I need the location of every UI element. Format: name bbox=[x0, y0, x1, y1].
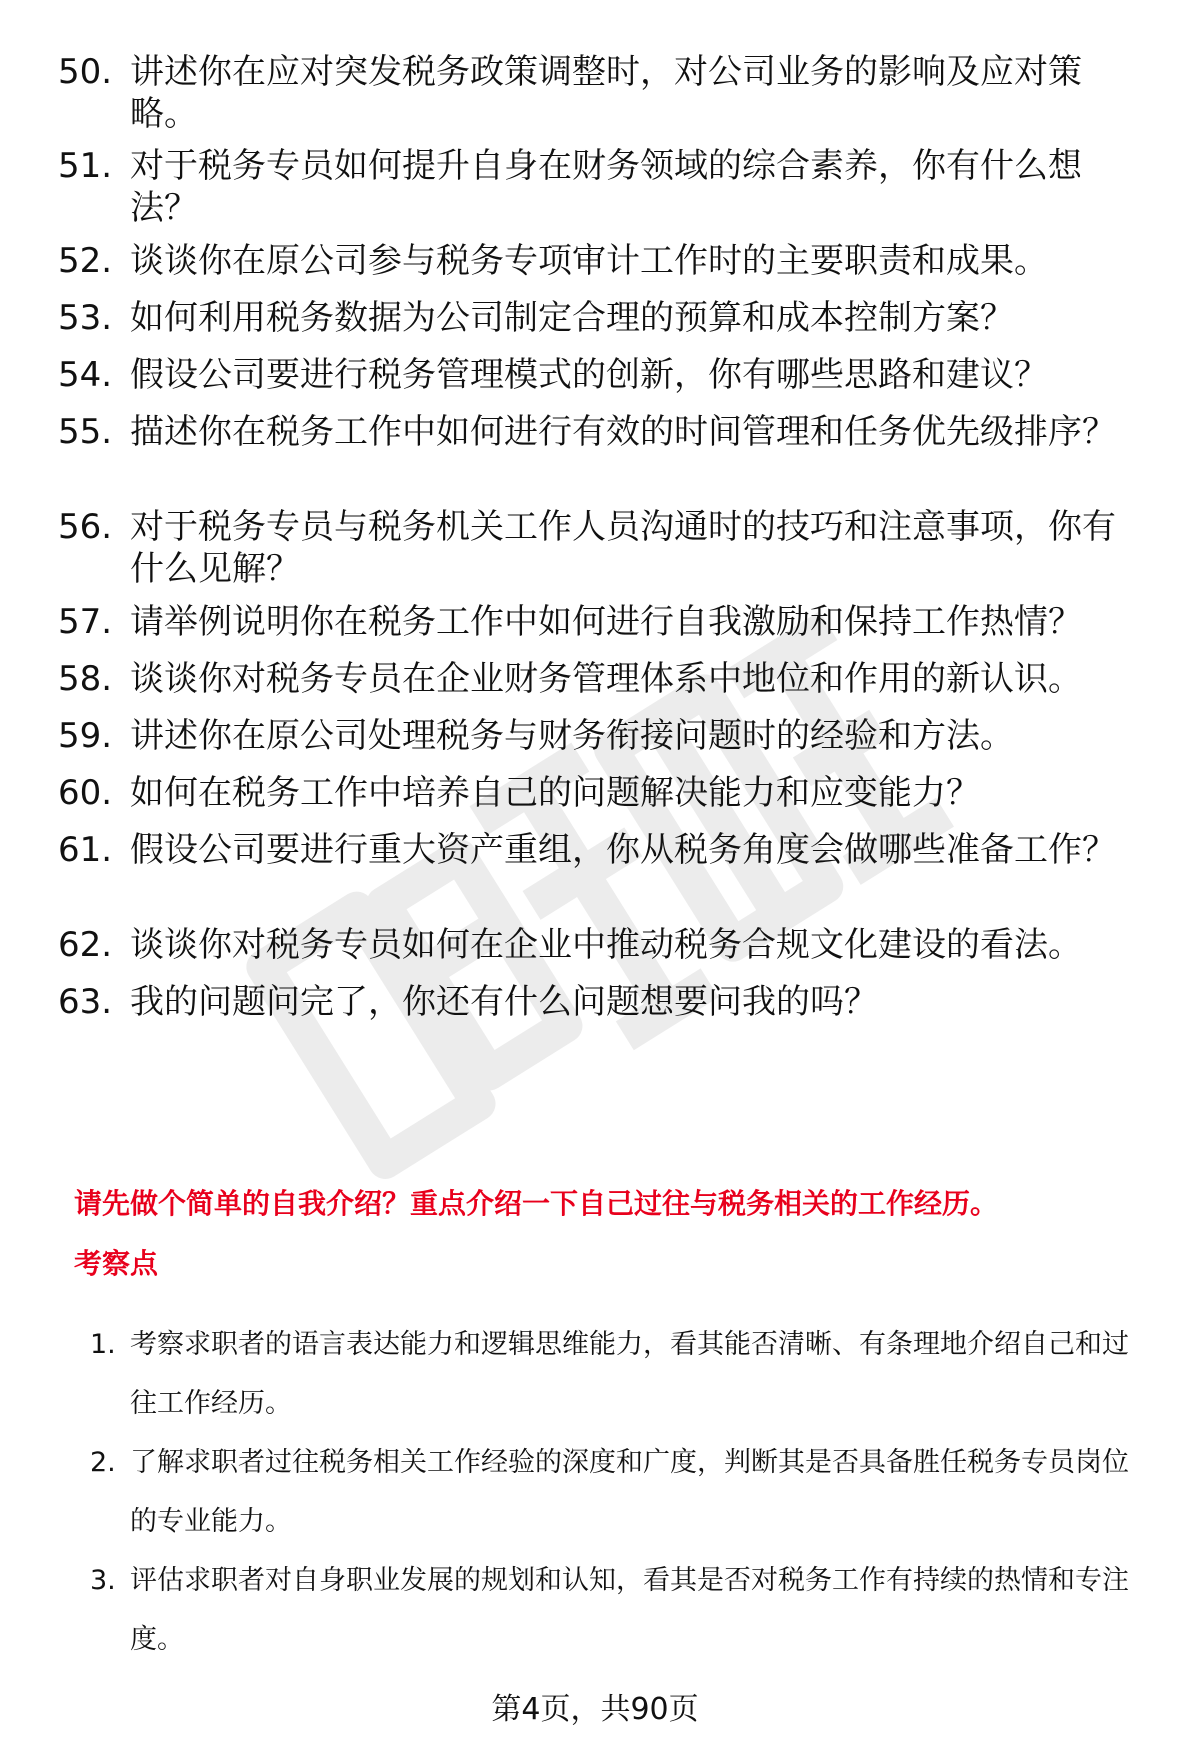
question-item bbox=[58, 51, 1148, 135]
question-number: 51. bbox=[58, 146, 113, 186]
question-item bbox=[58, 297, 1148, 339]
question-number: 53. bbox=[58, 298, 113, 338]
question-item bbox=[58, 240, 1148, 282]
question-number: 61. bbox=[58, 830, 113, 870]
watermark-logo bbox=[230, 560, 990, 1200]
point-number: 1. bbox=[90, 1329, 116, 1360]
question-item bbox=[58, 601, 1148, 643]
question-text: 对于税务专员与税务机关工作人员沟通时的技巧和注意事项，你有什么见解？ bbox=[130, 507, 1116, 589]
question-item bbox=[58, 145, 1148, 229]
point-text: 考察求职者的语言表达能力和逻辑思维能力，看其能否清晰、有条理地介绍自己和过往工作经历。 bbox=[130, 1329, 1129, 1419]
point-text: 了解求职者过往税务相关工作经验的深度和广度，判断其是否具备胜任税务专员岗位的专业能力。 bbox=[130, 1447, 1129, 1537]
question-text: 如何在税务工作中培养自己的问题解决能力和应变能力？ bbox=[130, 773, 980, 813]
point-number: 3. bbox=[90, 1565, 116, 1596]
point-item bbox=[90, 1315, 1150, 1433]
question-number: 60. bbox=[58, 773, 113, 813]
point-text: 评估求职者对自身职业发展的规划和认知，看其是否对税务工作有持续的热情和专注度。 bbox=[130, 1565, 1129, 1655]
question-item bbox=[58, 354, 1148, 396]
question-number: 55. bbox=[58, 412, 113, 452]
question-item bbox=[58, 658, 1148, 700]
point-item bbox=[90, 1551, 1150, 1669]
question-text: 讲述你在应对突发税务政策调整时，对公司业务的影响及应对策略。 bbox=[130, 52, 1082, 134]
question-text: 如何利用税务数据为公司制定合理的预算和成本控制方案？ bbox=[130, 298, 1014, 338]
question-text: 描述你在税务工作中如何进行有效的时间管理和任务优先级排序？ bbox=[130, 412, 1116, 452]
question-number: 58. bbox=[58, 659, 113, 699]
question-number: 50. bbox=[58, 52, 113, 92]
question-number: 62. bbox=[58, 925, 113, 965]
question-item bbox=[58, 829, 1148, 871]
question-text: 请举例说明你在税务工作中如何进行自我激励和保持工作热情？ bbox=[130, 602, 1082, 642]
question-item bbox=[58, 715, 1148, 757]
section-title: 考察点 bbox=[74, 1247, 159, 1280]
question-text: 谈谈你在原公司参与税务专项审计工作时的主要职责和成果。 bbox=[130, 241, 1048, 281]
question-text: 假设公司要进行重大资产重组，你从税务角度会做哪些准备工作？ bbox=[130, 830, 1116, 870]
question-text: 谈谈你对税务专员如何在企业中推动税务合规文化建设的看法。 bbox=[130, 925, 1082, 965]
question-number: 57. bbox=[58, 602, 113, 642]
point-number: 2. bbox=[90, 1447, 116, 1478]
question-item bbox=[58, 506, 1148, 590]
question-number: 63. bbox=[58, 982, 113, 1022]
page-number: 第4页，共90页 bbox=[491, 1692, 699, 1727]
question-number: 56. bbox=[58, 507, 113, 547]
question-number: 59. bbox=[58, 716, 113, 756]
question-text: 谈谈你对税务专员在企业财务管理体系中地位和作用的新认识。 bbox=[130, 659, 1082, 699]
question-item bbox=[58, 924, 1148, 966]
question-item bbox=[58, 981, 1148, 1023]
featured-question: 请先做个简单的自我介绍？重点介绍一下自己过往与税务相关的工作经历。 bbox=[74, 1187, 999, 1220]
question-text: 假设公司要进行税务管理模式的创新，你有哪些思路和建议？ bbox=[130, 355, 1048, 395]
question-text: 我的问题问完了，你还有什么问题想要问我的吗？ bbox=[130, 982, 878, 1022]
question-number: 52. bbox=[58, 241, 113, 281]
question-text: 对于税务专员如何提升自身在财务领域的综合素养，你有什么想法？ bbox=[130, 146, 1082, 228]
question-number: 54. bbox=[58, 355, 113, 395]
question-item bbox=[58, 772, 1148, 814]
question-item bbox=[58, 411, 1148, 453]
point-item bbox=[90, 1433, 1150, 1551]
question-text: 讲述你在原公司处理税务与财务衔接问题时的经验和方法。 bbox=[130, 716, 1014, 756]
